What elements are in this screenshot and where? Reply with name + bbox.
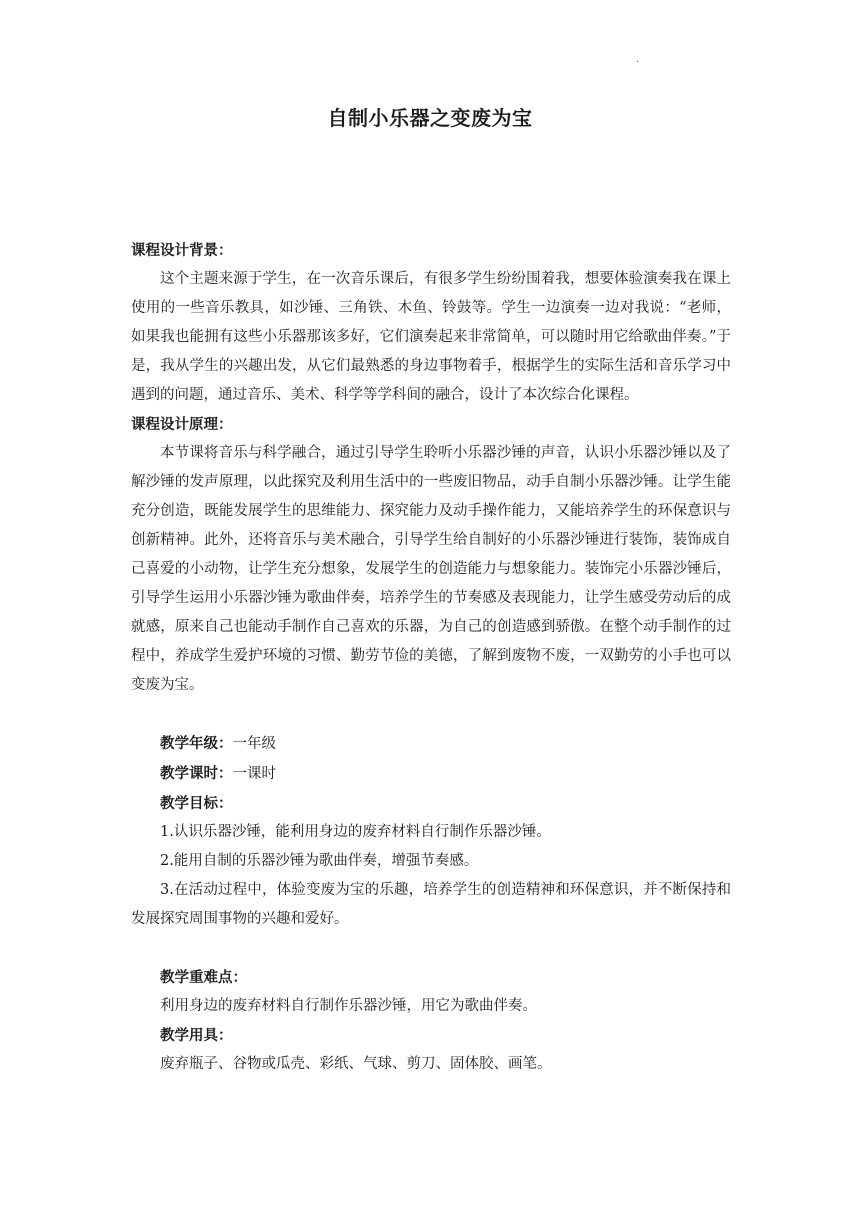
background-heading: 课程设计背景： [131, 242, 233, 259]
goal-item: 3.在活动过程中，体验变废为宝的乐趣，培养学生的创造精神和环保意识，并不断保持和发展探究周围事物的兴趣和爱好。 [131, 882, 731, 927]
corner-mark: · [636, 57, 640, 68]
grade-value: 一年级 [232, 736, 276, 752]
tools-heading: 教学用具： [160, 1027, 233, 1044]
key-points-text: 利用身边的废弃材料自行制作乐器沙锤，用它为歌曲伴奏。 [160, 998, 537, 1014]
hours-value: 一课时 [232, 766, 276, 782]
principle-heading: 课程设计原理： [131, 416, 233, 433]
tools-text: 废弃瓶子、谷物或瓜壳、彩纸、气球、剪刀、固体胶、画笔。 [160, 1056, 552, 1072]
goal-item: 2.能用自制的乐器沙锤为歌曲伴奏，增强节奏感。 [160, 853, 479, 869]
section-gap [131, 934, 731, 963]
hours-line [131, 759, 731, 789]
background-paragraph: 这个主题来源于学生，在一次音乐课后，有很多学生纷纷围着我，想要体验演奏我在课上使用的一些音乐教具，如沙锤、三角铁、木鱼、铃鼓等。学生一边演奏一边对我说：“老师，如果我也能拥有这些小乐器那该多好，它们演奏起来非常简单，可以随时用它给歌曲伴奏。”于是，我从学生的兴趣出发，从它们最熟悉的身边事物着手，根据学生的实际生活和音乐学习中遇到的问题，通过音乐、美术、科学等学科间的融合，设计了本次综合化课程。 [131, 271, 731, 403]
document-body [131, 236, 731, 1079]
goal-item: 1.认识乐器沙锤，能利用身边的废弃材料自行制作乐器沙锤。 [160, 824, 551, 840]
section-gap [131, 700, 731, 729]
document-title: 自制小乐器之变废为宝 [327, 106, 533, 130]
grade-label: 教学年级： [160, 735, 233, 752]
goals-heading: 教学目标： [160, 795, 233, 812]
key-points-heading: 教学重难点： [160, 969, 247, 986]
principle-paragraph: 本节课将音乐与科学融合，通过引导学生聆听小乐器沙锤的声音，认识小乐器沙锤以及了解沙锤的发声原理，以此探究及利用生活中的一些废旧物品，动手自制小乐器沙锤。让学生能充分创造，既能发展学生的思维能力、探究能力及动手操作能力，又能培养学生的环保意识与创新精神。此外，还将音乐与美术融合，引导学生给自制好的小乐器沙锤进行装饰，装饰成自己喜爱的小动物，让学生充分想象，发展学生的创造能力与想象能力。装饰完小乐器沙锤后，引导学生运用小乐器沙锤为歌曲伴奏，培养学生的节奏感及表现能力，让学生感受劳动后的成就感，原来自己也能动手制作自己喜欢的乐器，为自己的创造感到骄傲。在整个动手制作的过程中，养成学生爱护环境的习惯、勤劳节俭的美德，了解到废物不废，一双勤劳的小手也可以变废为宝。 [131, 445, 731, 693]
grade-line [131, 729, 731, 759]
hours-label: 教学课时： [160, 765, 233, 782]
